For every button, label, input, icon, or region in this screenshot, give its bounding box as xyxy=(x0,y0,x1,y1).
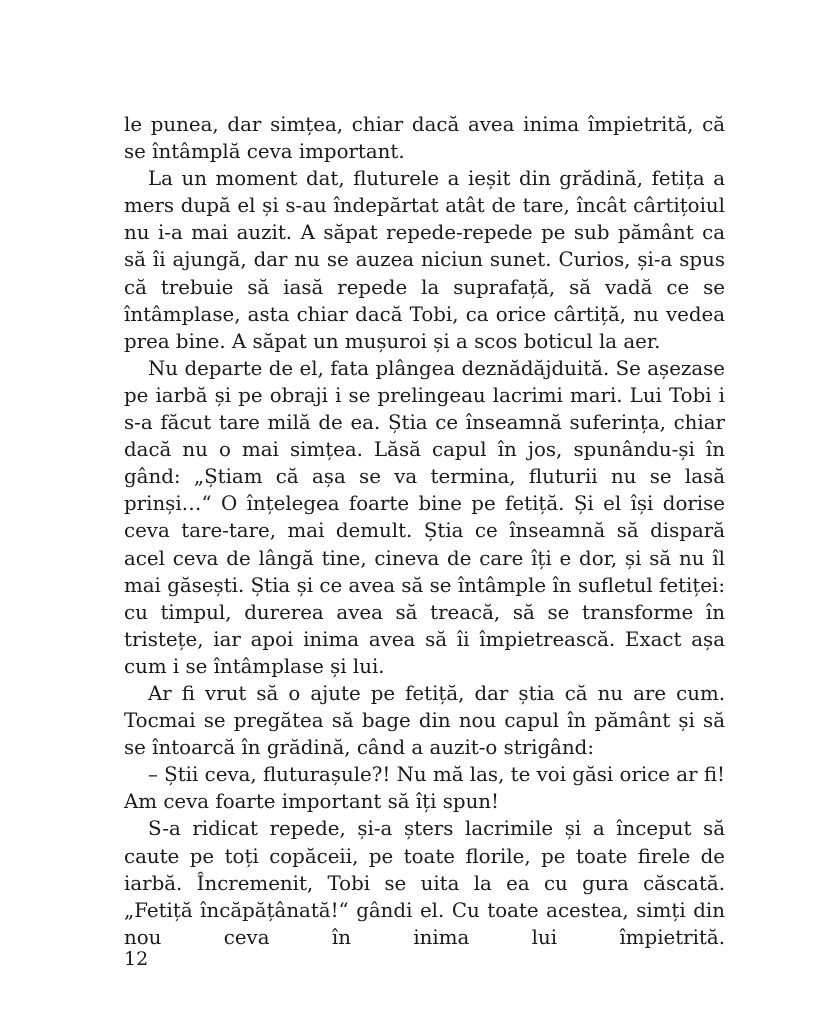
body-text xyxy=(124,111,725,951)
paragraph: S-a ridicat repede, și-a șters lacrimile și a început să caute pe toți copăceii, pe toate florile, pe toate firele de iarbă. Încremenit, Tobi se uita la ea cu gura căscată. „Fetiță încăpățânată!“ gândi el. Cu toate acestea, simți din nou ceva în inima lui împietrită. xyxy=(124,817,725,949)
paragraph: Ar fi vrut să o ajute pe fetiță, dar știa că nu are cum. Tocmai se pregătea să bage din nou capul în pământ și să se întoarcă în grădină, când a auzit-o strigând: xyxy=(124,681,725,760)
dialogue-paragraph: – Știi ceva, fluturașule?! Nu mă las, te voi găsi orice ar fi! Am ceva foarte important să îți spun! xyxy=(124,763,725,814)
paragraph: Nu departe de el, fata plângea deznădăjduită. Se așezase pe iarbă și pe obraji i se prelingeau lacrimi mari. Lui Tobi i s-a făcut tare milă de ea. Știa ce înseamnă suferința, chiar dacă nu o mai simțea. Lăsă capul în jos, spunându-și în gând: „Știam că așa se va termina, fluturii nu se lasă prinși…“ O înțelegea foarte bine pe fetiță. Și el își dorise ceva tare-tare, mai demult. Știa ce înseamnă să dispară acel ceva de lângă tine, cineva de care îți e dor, și să nu îl mai găsești. Știa și ce avea să se întâmple în sufletul fetiței: cu timpul, durerea avea să treacă, să se transforme în tristețe, iar apoi inima avea să îi împietrească. Exact așa cum i se întâmplase și lui. xyxy=(124,356,725,678)
paragraph-continuation: le punea, dar simțea, chiar dacă avea inima împietrită, că se întâmplă ceva important. xyxy=(124,113,725,164)
page-number: 12 xyxy=(124,948,149,970)
paragraph: La un moment dat, fluturele a ieșit din grădină, fetița a mers după el și s-au îndepărtat atât de tare, încât cârtițoiul nu i-a mai auzit. A săpat repede-repede pe sub pământ ca să îi ajungă, dar nu se auzea niciun sunet. Curios, și-a spus că trebuie să iasă repede la suprafață, să vadă ce se întâmplase, asta chiar dacă Tobi, ca orice cârtiță, nu vedea prea bine. A săpat un mușuroi și a scos boticul la aer. xyxy=(124,167,725,353)
